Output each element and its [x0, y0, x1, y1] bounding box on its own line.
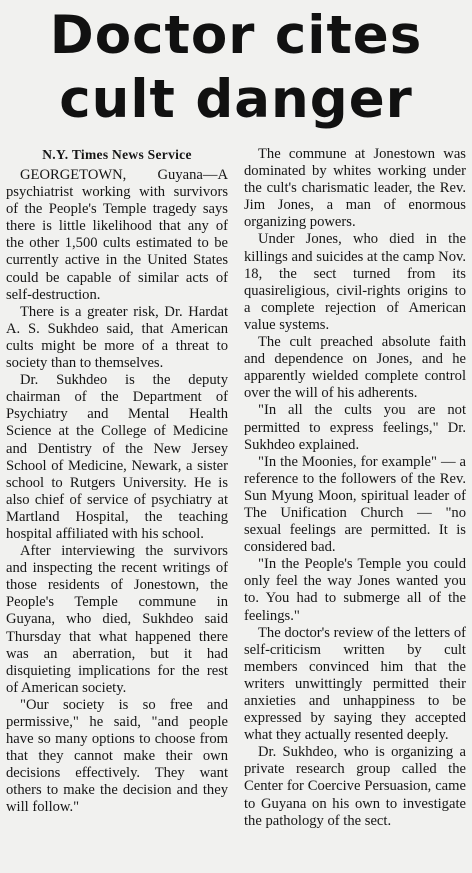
- paragraph: "In all the cults you are not permitted to express feelings," Dr. Sukhdeo explained.: [244, 402, 466, 453]
- paragraph: The cult preached absolute faith and dependence on Jones, and he apparently wielded complete control over the will of his adherents.: [244, 334, 466, 402]
- paragraph: GEORGETOWN, Guyana—A psychiatrist working with survivors of the People's Temple tragedy says there is little likelihood that any of the other 1,500 cults estimated to be currently active in the United States could be capable of similar acts of self-destruction.: [6, 167, 228, 303]
- paragraph: "Our society is so free and permissive," he said, "and people have so many options to choose from that they cannot make their own decisions effectively. They want others to make the decision and they will follow.": [6, 696, 228, 816]
- headline-line-2: cult danger: [59, 69, 413, 130]
- paragraph: The commune at Jonestown was dominated by whites working under the cult's charismatic leader, the Rev. Jim Jones, a man of enormous organizing powers.: [244, 146, 466, 231]
- byline: N.Y. Times News Service: [42, 147, 192, 162]
- paragraph: Dr. Sukhdeo, who is organizing a private research group called the Center for Coercive Persuasion, came to Guyana on his own to investigate the pathology of the sect.: [244, 744, 466, 829]
- paragraph: After interviewing the survivors and inspecting the recent writings of those residents of Jonestown, the People's Temple commune in Guyana, who died, Sukhdeo said Thursday that what happened there was an aberration, but it had disquieting implications for the rest of American society.: [6, 543, 228, 696]
- left-column: [6, 146, 228, 830]
- right-column: [244, 146, 466, 830]
- paragraph: "In the People's Temple you could only feel the way Jones wanted you to. You had to submerge all of the feelings.": [244, 556, 466, 624]
- article-body: [6, 146, 466, 830]
- headline: [6, 4, 466, 132]
- paragraph: There is a greater risk, Dr. Hardat A. S. Sukhdeo said, that American cults might be more of a threat to society than to themselves.: [6, 303, 228, 372]
- paragraph: Under Jones, who died in the killings and suicides at the camp Nov. 18, the sect turned from its quasireligious, civil-rights origins to a complete rejection of American value systems.: [244, 231, 466, 333]
- paragraph: The doctor's review of the letters of self-criticism written by cult members convinced him that the writers unwittingly permitted their anxieties and unhappiness to be expressed by saying they accepted what they actually resented deeply.: [244, 624, 466, 744]
- paragraph: "In the Moonies, for example" — a reference to the followers of the Rev. Sun Myung Moon, spiritual leader of The Unification Church — "no sexual feelings are permitted. It is considered bad.: [244, 453, 466, 556]
- paragraph: Dr. Sukhdeo is the deputy chairman of the Department of Psychiatry and Mental Health Science at the College of Medicine and Dentistry of the New Jersey School of Medicine, Newark, a sister school to Rutgers University. He is also chief of service of psychiatry at Martland Hospital, the teaching hospital affiliated with his school.: [6, 372, 228, 542]
- headline-line-1: Doctor cites: [49, 5, 423, 66]
